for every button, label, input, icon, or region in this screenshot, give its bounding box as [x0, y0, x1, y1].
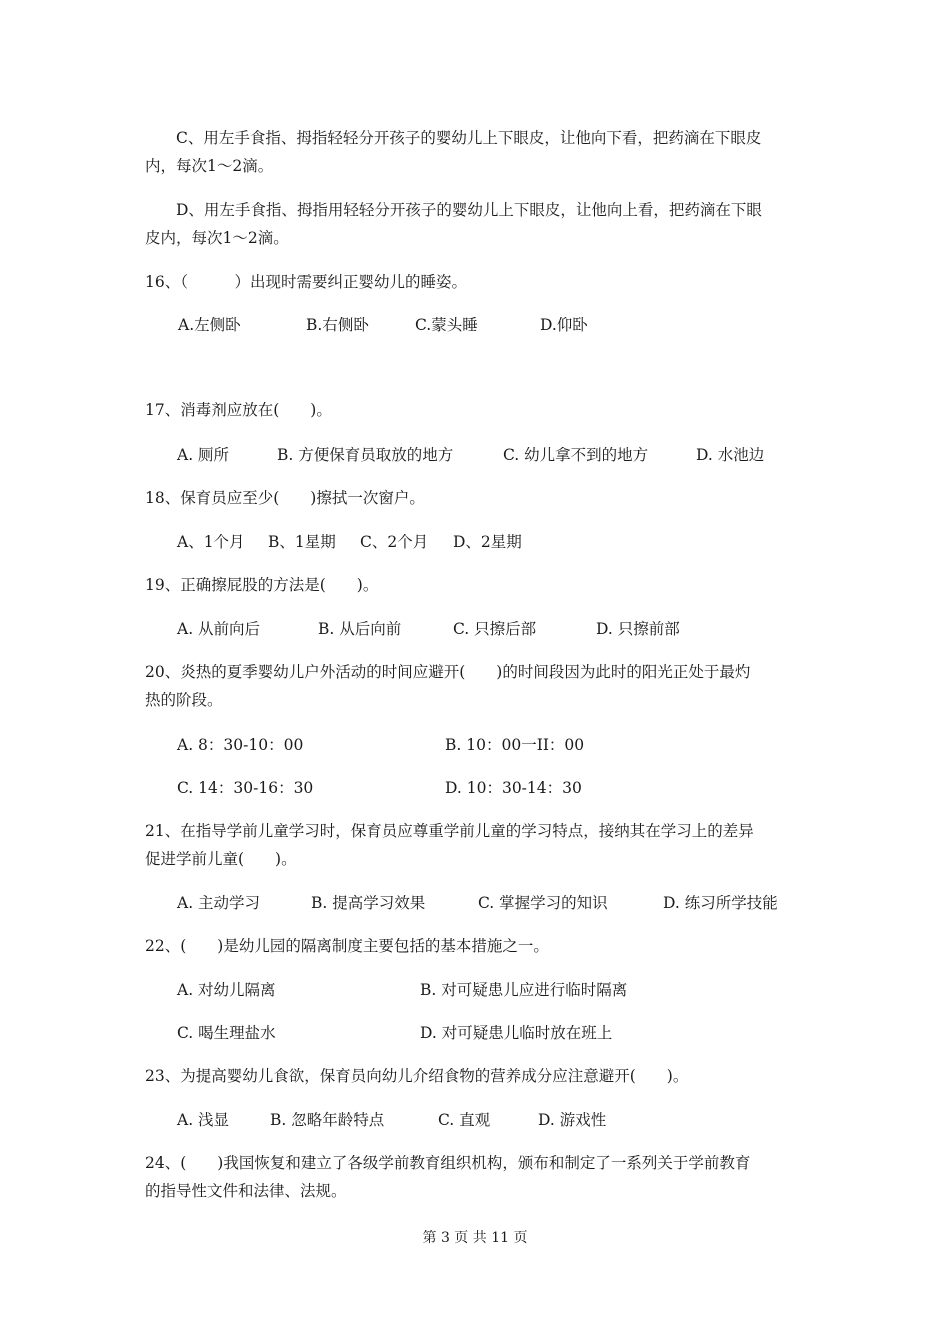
q22-option-b: B. 对可疑患儿应进行临时隔离	[420, 981, 628, 999]
q22-option-d: D. 对可疑患儿临时放在班上	[420, 1024, 613, 1042]
q19-option-c: C. 只擦后部	[453, 620, 537, 638]
q15-option-c-line1: C、用左手食指、拇指轻轻分开孩子的婴幼儿上下眼皮，让他向下看，把药滴在下眼皮	[176, 129, 762, 147]
q23-stem: 23、为提高婴幼儿食欲，保育员向幼儿介绍食物的营养成分应注意避开( )。	[145, 1067, 689, 1085]
q18-option-b: B、1星期	[268, 533, 336, 551]
q23-option-a: A. 浅显	[177, 1111, 230, 1129]
q18-option-d: D、2星期	[453, 533, 522, 551]
q18-option-a: A、1个月	[177, 533, 245, 551]
q22-option-a: A. 对幼儿隔离	[177, 981, 276, 999]
q19-option-a: A. 从前向后	[177, 620, 261, 638]
q20-option-d: D. 10：30-14：30	[445, 779, 582, 797]
q21-stem-line1: 21、在指导学前儿童学习时，保育员应尊重学前儿童的学习特点，接纳其在学习上的差异	[145, 822, 754, 840]
q22-option-c: C. 喝生理盐水	[177, 1024, 276, 1042]
q23-option-c: C. 直观	[438, 1111, 491, 1129]
q16-option-a: A.左侧卧	[178, 316, 241, 334]
q19-option-d: D. 只擦前部	[596, 620, 680, 638]
q17-option-a: A. 厕所	[177, 446, 230, 464]
q16-option-c: C.蒙头睡	[415, 316, 478, 334]
q15-option-c-line2: 内，每次1～2滴。	[145, 157, 274, 175]
q20-stem-line1: 20、炎热的夏季婴幼儿户外活动的时间应避开( )的时间段因为此时的阳光正处于最灼	[145, 663, 751, 681]
q21-stem-line2: 促进学前儿童( )。	[145, 850, 297, 868]
q16-stem: 16、（ ）出现时需要纠正婴幼儿的睡姿。	[145, 273, 467, 291]
q21-option-b: B. 提高学习效果	[311, 894, 426, 912]
q17-stem: 17、消毒剂应放在( )。	[145, 401, 332, 419]
q21-option-a: A. 主动学习	[177, 894, 261, 912]
q21-option-d: D. 练习所学技能	[663, 894, 778, 912]
page-footer: 第 3 页 共 11 页	[422, 1230, 528, 1246]
q18-stem: 18、保育员应至少( )擦拭一次窗户。	[145, 489, 425, 507]
q17-option-d: D. 水池边	[696, 446, 765, 464]
q23-option-d: D. 游戏性	[538, 1111, 607, 1129]
q20-stem-line2: 热的阶段。	[145, 691, 223, 709]
q18-option-c: C、2个月	[360, 533, 429, 551]
q20-option-a: A. 8：30-10：00	[177, 736, 304, 754]
q20-option-b: B. 10：00一II：00	[445, 736, 585, 754]
q21-option-c: C. 掌握学习的知识	[478, 894, 608, 912]
q17-option-b: B. 方便保育员取放的地方	[277, 446, 454, 464]
q22-stem: 22、( )是幼儿园的隔离制度主要包括的基本措施之一。	[145, 937, 549, 955]
q15-option-d-line2: 皮内，每次1～2滴。	[145, 229, 289, 247]
q17-option-c: C. 幼儿拿不到的地方	[503, 446, 649, 464]
q16-option-d: D.仰卧	[540, 316, 588, 334]
q20-option-c: C. 14：30-16：30	[177, 779, 314, 797]
q23-option-b: B. 忽略年龄特点	[270, 1111, 385, 1129]
q19-stem: 19、正确擦屁股的方法是( )。	[145, 576, 379, 594]
q24-stem-line1: 24、( )我国恢复和建立了各级学前教育组织机构，颁布和制定了一系列关于学前教育	[145, 1154, 751, 1172]
q24-stem-line2: 的指导性文件和法律、法规。	[145, 1182, 347, 1200]
q19-option-b: B. 从后向前	[318, 620, 402, 638]
q15-option-d-line1: D、用左手食指、拇指用轻轻分开孩子的婴幼儿上下眼皮，让他向上看，把药滴在下眼	[176, 201, 762, 219]
q16-option-b: B.右侧卧	[306, 316, 369, 334]
